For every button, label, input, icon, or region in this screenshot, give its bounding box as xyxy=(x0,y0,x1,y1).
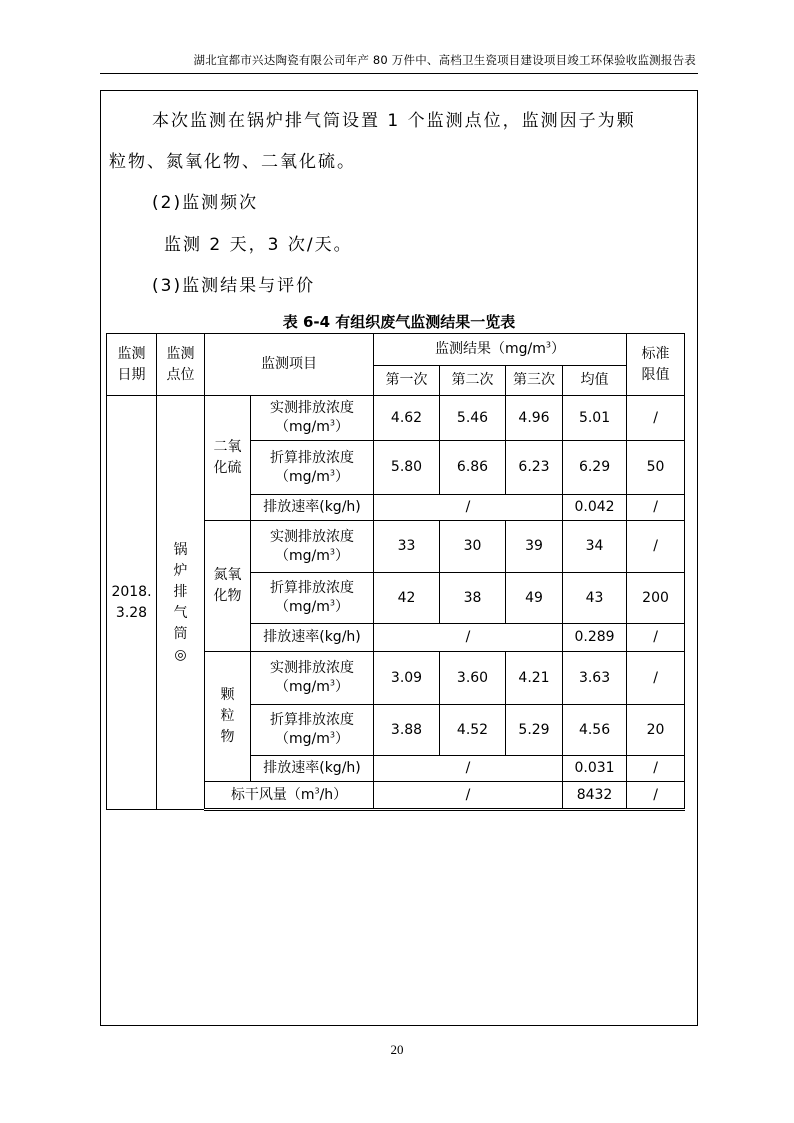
limit-cell: / xyxy=(627,624,685,652)
value-cell: 5.46 xyxy=(440,396,506,441)
limit-cell: / xyxy=(627,521,685,573)
value-cell: / xyxy=(374,782,563,810)
measured-conc-label: 实测排放浓度 $(mg/m^3)$ xyxy=(251,652,374,705)
header-first: 第一次 xyxy=(374,366,440,396)
value-cell: 0.031 xyxy=(563,756,627,782)
header-point: 监测点位 xyxy=(157,334,205,396)
converted-conc-label: 折算排放浓度 $(mg/m^3)$ xyxy=(251,441,374,495)
value-cell: 34 xyxy=(563,521,627,573)
limit-cell: 20 xyxy=(627,705,685,756)
value-cell: 5.01 xyxy=(563,396,627,441)
value-cell: 6.86 xyxy=(440,441,506,495)
value-cell: 0.289 xyxy=(563,624,627,652)
value-cell: / xyxy=(374,495,563,521)
value-cell: 5.29 xyxy=(506,705,563,756)
limit-cell: / xyxy=(627,495,685,521)
value-cell: 3.63 xyxy=(563,652,627,705)
sampling-point: 锅炉排气筒◎ xyxy=(157,396,205,810)
value-cell: 8432 xyxy=(563,782,627,810)
pollutant-name: 二氧化硫 xyxy=(205,396,251,521)
header-second: 第二次 xyxy=(440,366,506,396)
header-limit: 标准限值 xyxy=(627,334,685,396)
measured-conc-label: 实测排放浓度 $(mg/m^3)$ xyxy=(251,521,374,573)
converted-conc-label: 折算排放浓度 $(mg/m^3)$ xyxy=(251,573,374,624)
value-cell: 33 xyxy=(374,521,440,573)
value-cell: 6.29 xyxy=(563,441,627,495)
sampling-date: 2018.3.28 xyxy=(107,396,157,810)
pollutant-name: 氮氧化物 xyxy=(205,521,251,652)
value-cell: 4.96 xyxy=(506,396,563,441)
value-cell: 39 xyxy=(506,521,563,573)
header-results: 监测结果$(mg/m^3)$ xyxy=(374,334,627,366)
value-cell: 38 xyxy=(440,573,506,624)
value-cell: 3.60 xyxy=(440,652,506,705)
limit-cell: / xyxy=(627,782,685,810)
emission-rate-label: 排放速率(kg/h) xyxy=(251,624,374,652)
value-cell: 4.62 xyxy=(374,396,440,441)
value-cell: / xyxy=(374,756,563,782)
header-item: 监测项目 xyxy=(205,334,374,396)
airflow-label: 标干风量$(m^3/h)$ xyxy=(205,782,374,810)
value-cell: / xyxy=(374,624,563,652)
value-cell: 42 xyxy=(374,573,440,624)
limit-cell: / xyxy=(627,756,685,782)
value-cell: 4.21 xyxy=(506,652,563,705)
limit-cell: / xyxy=(627,652,685,705)
emission-rate-label: 排放速率(kg/h) xyxy=(251,495,374,521)
limit-cell: 200 xyxy=(627,573,685,624)
header-third: 第三次 xyxy=(506,366,563,396)
value-cell: 4.52 xyxy=(440,705,506,756)
header-average: 均值 xyxy=(563,366,627,396)
converted-conc-label: 折算排放浓度 $(mg/m^3)$ xyxy=(251,705,374,756)
pollutant-name: 颗粒物 xyxy=(205,652,251,782)
paragraph-monitoring-factors: 粒物、氮氧化物、二氧化硫。 xyxy=(109,152,356,172)
value-cell: 30 xyxy=(440,521,506,573)
page-number: 20 xyxy=(390,1042,404,1057)
limit-cell: 50 xyxy=(627,441,685,495)
table-caption: 表 6-4 有组织废气监测结果一览表 xyxy=(282,313,516,331)
section-results-title: (3)监测结果与评价 xyxy=(152,276,316,296)
section-frequency-title: (2)监测频次 xyxy=(152,193,259,213)
paragraph-monitoring-points: 本次监测在锅炉排气筒设置 1 个监测点位，监测因子为颗 xyxy=(152,111,636,131)
value-cell: 3.88 xyxy=(374,705,440,756)
document-header: 湖北宜都市兴达陶瓷有限公司年产 80 万件中、高档卫生瓷项目建设项目竣工环保验收监测报告表 xyxy=(193,53,696,67)
measured-conc-label: 实测排放浓度 $(mg/m^3)$ xyxy=(251,396,374,441)
header-rule xyxy=(100,73,698,74)
value-cell: 4.56 xyxy=(563,705,627,756)
emission-rate-label: 排放速率(kg/h) xyxy=(251,756,374,782)
value-cell: 6.23 xyxy=(506,441,563,495)
value-cell: 43 xyxy=(563,573,627,624)
header-date: 监测日期 xyxy=(107,334,157,396)
value-cell: 0.042 xyxy=(563,495,627,521)
value-cell: 3.09 xyxy=(374,652,440,705)
section-frequency-text: 监测 2 天，3 次/天。 xyxy=(164,235,353,255)
value-cell: 49 xyxy=(506,573,563,624)
emission-results-table xyxy=(106,333,685,811)
limit-cell: / xyxy=(627,396,685,441)
value-cell: 5.80 xyxy=(374,441,440,495)
